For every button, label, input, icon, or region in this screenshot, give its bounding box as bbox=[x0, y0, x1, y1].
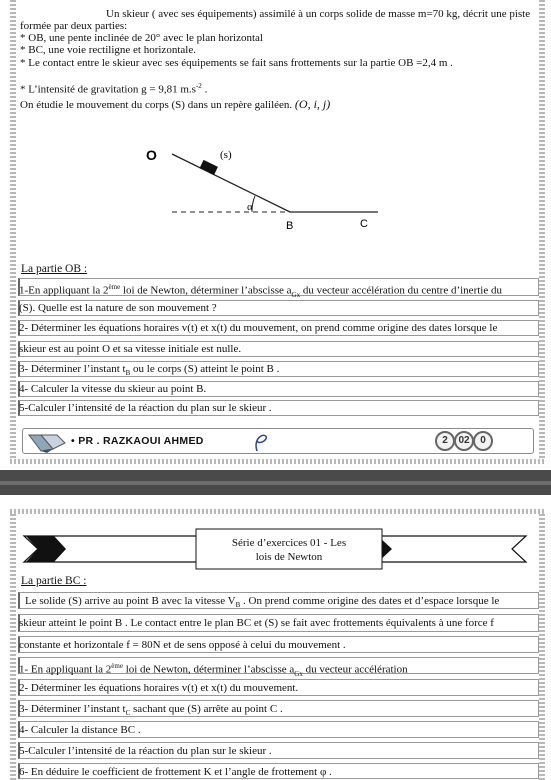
page-circle-1: 2 bbox=[435, 431, 455, 451]
bc-question-2: 2- Déterminer les équations horaires v(t) et x(t) du mouvement. bbox=[19, 682, 299, 694]
intro-line-5: * Le contact entre le skieur avec ses équipements se fait sans frottements sur la partie OB =2,4 m . bbox=[20, 57, 453, 69]
footer-bar bbox=[22, 428, 534, 454]
frame-line: On étudie le mouvement du corps (S) dans un repère galiléen. (O, i, j) bbox=[20, 97, 331, 111]
intro-line-1: Un skieur ( avec ses équipements) assimilé à un corps solide de masse m=70 kg, décrit une piste bbox=[106, 8, 531, 20]
bc-question-5: 5-Calculer l’intensité de la réaction du plan sur le skieur . bbox=[19, 745, 272, 757]
signature-icon bbox=[249, 431, 271, 453]
bc-paragraph-2: skieur atteint le point B . Le contact entre le plan BC et (S) se fait avec frottements équivalents à une force f bbox=[19, 617, 494, 629]
diamond-logo-icon bbox=[27, 431, 67, 453]
bc-paragraph-3: constante et horizontale f = 80N et de sens opposé à celui du mouvement . bbox=[19, 639, 346, 651]
author-name: • PR . RAZKAOUI AHMED bbox=[71, 435, 204, 447]
section-title-bc: La partie BC : bbox=[21, 575, 87, 587]
frame-notation: (O, i, j) bbox=[294, 97, 331, 111]
ob-question-3: 3- Déterminer l’instant $t_B$ ou le corps (S) atteint le point B . bbox=[19, 363, 280, 378]
banner-title-2: lois de Newton bbox=[255, 551, 323, 563]
page-separator bbox=[0, 470, 551, 495]
ob-question-2-cont: skieur est au point O et sa vitesse initiale est nulle. bbox=[19, 343, 242, 355]
slope-ob bbox=[172, 154, 290, 212]
bc-question-3: 3- Déterminer l’instant $t_C$ sachant que (S) arrête au point C . bbox=[19, 703, 283, 718]
intro-line-2: formée par deux parties: bbox=[20, 20, 128, 32]
page-left-border bbox=[10, 509, 16, 780]
ob-question-4: 4- Calculer la vitesse du skieur au point B. bbox=[19, 383, 207, 395]
ob-question-5: 5-Calculer l’intensité de la réaction du plan sur le skieur . bbox=[19, 402, 272, 414]
label-b: B bbox=[286, 220, 294, 232]
intro-line-4: * BC, une voie rectiligne et horizontale. bbox=[20, 44, 196, 56]
page-circle-2: 02 bbox=[454, 431, 474, 451]
section-title-ob: La partie OB : bbox=[21, 263, 88, 275]
page-top-border bbox=[10, 509, 545, 514]
bc-question-6: 6- En déduire le coefficient de frottement K et l’angle de frottement φ . bbox=[19, 766, 332, 778]
series-banner bbox=[20, 528, 530, 570]
page-right-border bbox=[539, 509, 545, 780]
bc-question-1: 1- En appliquant la 2ème loi de Newton, déterminer l’abscisse $a_{Gx}$ du vecteur accélération bbox=[19, 662, 408, 678]
ob-question-1-cont: (S). Quelle est la nature de son mouvement ? bbox=[19, 302, 217, 314]
bc-paragraph-1: Le solide (S) arrive au point B avec la vitesse $V_B$ . On prend comme origine des dates et d’espace lorsque le bbox=[25, 595, 500, 610]
label-alpha: α bbox=[247, 201, 253, 213]
page-bottom-border bbox=[10, 459, 545, 464]
bc-question-4: 4- Calculer la distance BC . bbox=[19, 724, 141, 736]
label-c: C bbox=[360, 218, 368, 230]
ob-question-1: 1-En appliquant la 2ème loi de Newton, déterminer l’abscisse $a_{Gx}$ du vecteur accélération du centre d’inertie du bbox=[19, 283, 502, 299]
gravity-line: * L’intensité de gravitation g = 9,81 $m.s^{-2}$ . bbox=[20, 82, 208, 96]
intro-line-3: * OB, une pente inclinée de 20° avec le plan horizontal bbox=[20, 32, 263, 44]
banner-title-1: Série d’exercices 01 - Les bbox=[231, 537, 347, 549]
label-s: (s) bbox=[220, 149, 232, 161]
label-o: O bbox=[146, 147, 157, 163]
slope-diagram bbox=[0, 130, 551, 240]
page-circle-3: 0 bbox=[473, 431, 493, 451]
ob-question-2: 2- Déterminer les équations horaires v(t) et x(t) du mouvement, on prend comme origine des dates lorsque le bbox=[19, 322, 498, 334]
